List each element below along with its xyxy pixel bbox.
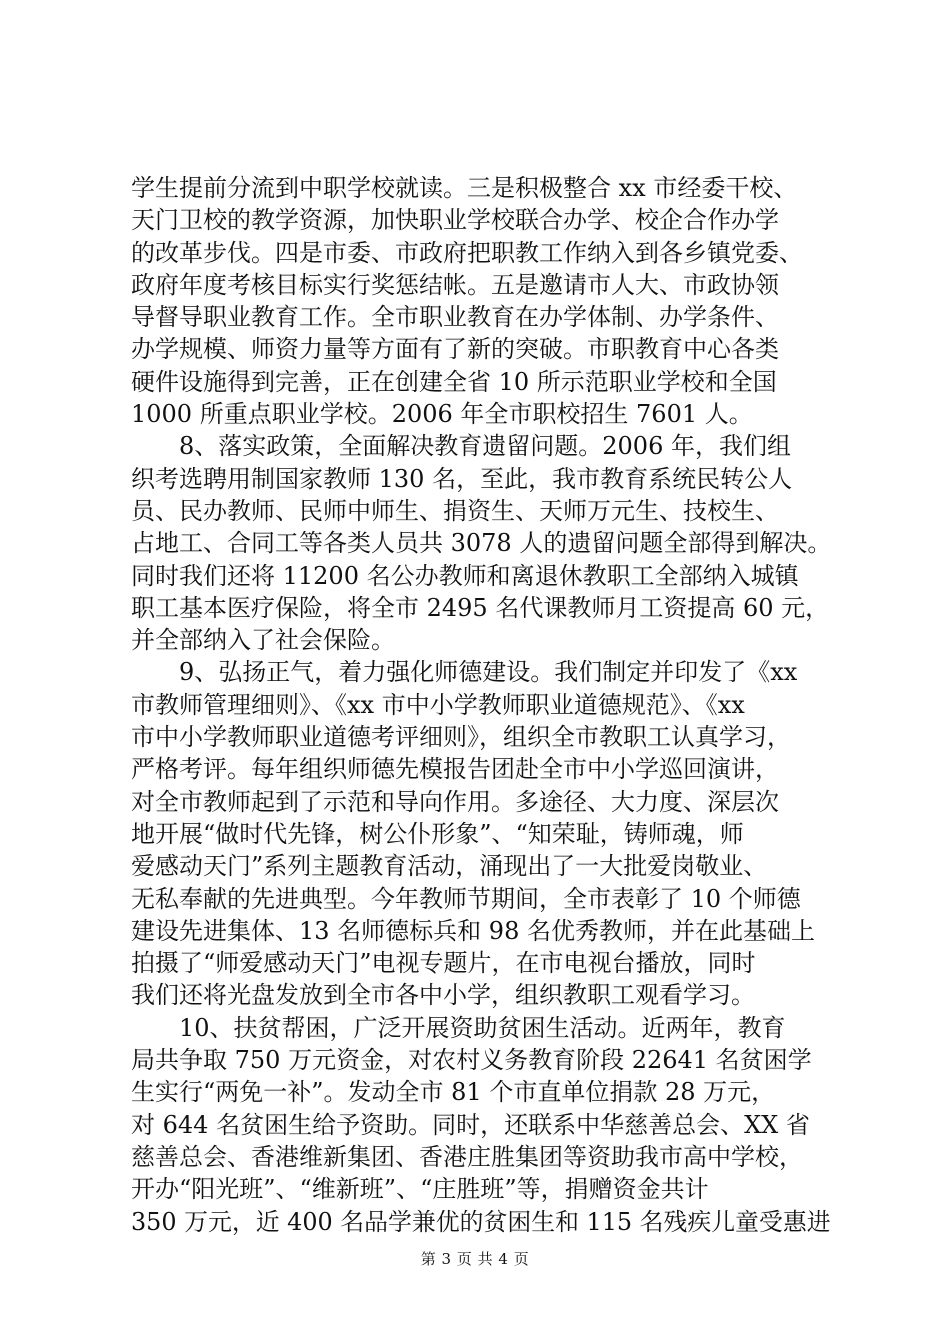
page-footer: 第 3 页 共 4 页 — [420, 1250, 530, 1268]
text-line: 市中小学教师职业道德考评细则》，组织全市教职工认真学习， — [131, 723, 791, 752]
text-line: 8、落实政策，全面解决教育遗留问题。2006 年，我们组 — [131, 432, 791, 461]
text-line: 建设先进集体、13 名师德标兵和 98 名优秀教师，并在此基础上 — [131, 916, 815, 945]
text-line: 生实行“两免一补”。发动全市 81 个市直单位捐款 28 万元， — [131, 1078, 776, 1107]
text-line: 同时我们还将 11200 名公办教师和离退休教职工全部纳入城镇 — [131, 561, 799, 590]
text-line: 政府年度考核目标实行奖惩结帐。五是邀请市人大、市政协领 — [131, 270, 779, 299]
text-line: 天门卫校的教学资源，加快职业学校联合办学、校企合作办学 — [131, 206, 779, 235]
body-text — [131, 172, 831, 1238]
text-line: 硬件设施得到完善，正在创建全省 10 所示范职业学校和全国 — [131, 367, 777, 396]
text-line: 地开展“做时代先锋，树公仆形象”、“知荣耻，铸师魂，师 — [131, 819, 744, 848]
text-line: 慈善总会、香港维新集团、香港庄胜集团等资助我市高中学校， — [131, 1142, 803, 1171]
text-line: 我们还将光盘发放到全市各中小学，组织教职工观看学习。 — [131, 981, 755, 1010]
text-line: 350 万元，近 400 名品学兼优的贫困生和 115 名残疾儿童受惠进 — [131, 1207, 831, 1236]
text-line: 严格考评。每年组织师德先模报告团赴全市中小学巡回演讲， — [131, 755, 779, 784]
text-line: 学生提前分流到中职学校就读。三是积极整合 xx 市经委干校、 — [131, 174, 798, 202]
text-line: 占地工、合同工等各类人员共 3078 人的遗留问题全部得到解决。 — [131, 529, 832, 558]
text-line: 职工基本医疗保险，将全市 2495 名代课教师月工资提高 60 元， — [131, 593, 830, 622]
text-line: 导督导职业教育工作。全市职业教育在办学体制、办学条件、 — [131, 303, 779, 332]
text-line: 市教师管理细则》、《xx 市中小学教师职业道德规范》、《xx — [131, 690, 745, 719]
text-line: 对全市教师起到了示范和导向作用。多途径、大力度、深层次 — [131, 787, 779, 816]
text-line: 无私奉献的先进典型。今年教师节期间，全市表彰了 10 个师德 — [131, 884, 801, 913]
text-line: 10、扶贫帮困，广泛开展资助贫困生活动。近两年，教育 — [131, 1013, 786, 1042]
text-line: 9、弘扬正气，着力强化师德建设。我们制定并印发了《xx — [131, 658, 798, 687]
text-line: 织考选聘用制国家教师 130 名，至此，我市教育系统民转公人 — [131, 464, 793, 493]
text-line: 并全部纳入了社会保险。 — [131, 626, 395, 655]
text-line: 的改革步伐。四是市委、市政府把职教工作纳入到各乡镇党委、 — [131, 238, 803, 267]
text-line: 员、民办教师、民师中师生、捐资生、天师万元生、技校生、 — [131, 496, 779, 525]
text-line: 局共争取 750 万元资金，对农村义务教育阶段 22641 名贫困学 — [131, 1046, 812, 1075]
text-line: 办学规模、师资力量等方面有了新的突破。市职教育中心各类 — [131, 335, 779, 364]
text-line: 开办“阳光班”、“维新班”、“庄胜班”等，捐赠资金共计 — [131, 1175, 709, 1204]
text-line: 1000 所重点职业学校。2006 年全市职校招生 7601 人。 — [131, 400, 753, 429]
text-line: 对 644 名贫困生给予资助。同时，还联系中华慈善总会、XX 省 — [131, 1110, 810, 1139]
text-line: 爱感动天门”系列主题教育活动，涌现出了一大批爱岗敬业、 — [131, 852, 768, 881]
text-line: 拍摄了“师爱感动天门”电视专题片，在市电视台播放，同时 — [131, 949, 756, 978]
